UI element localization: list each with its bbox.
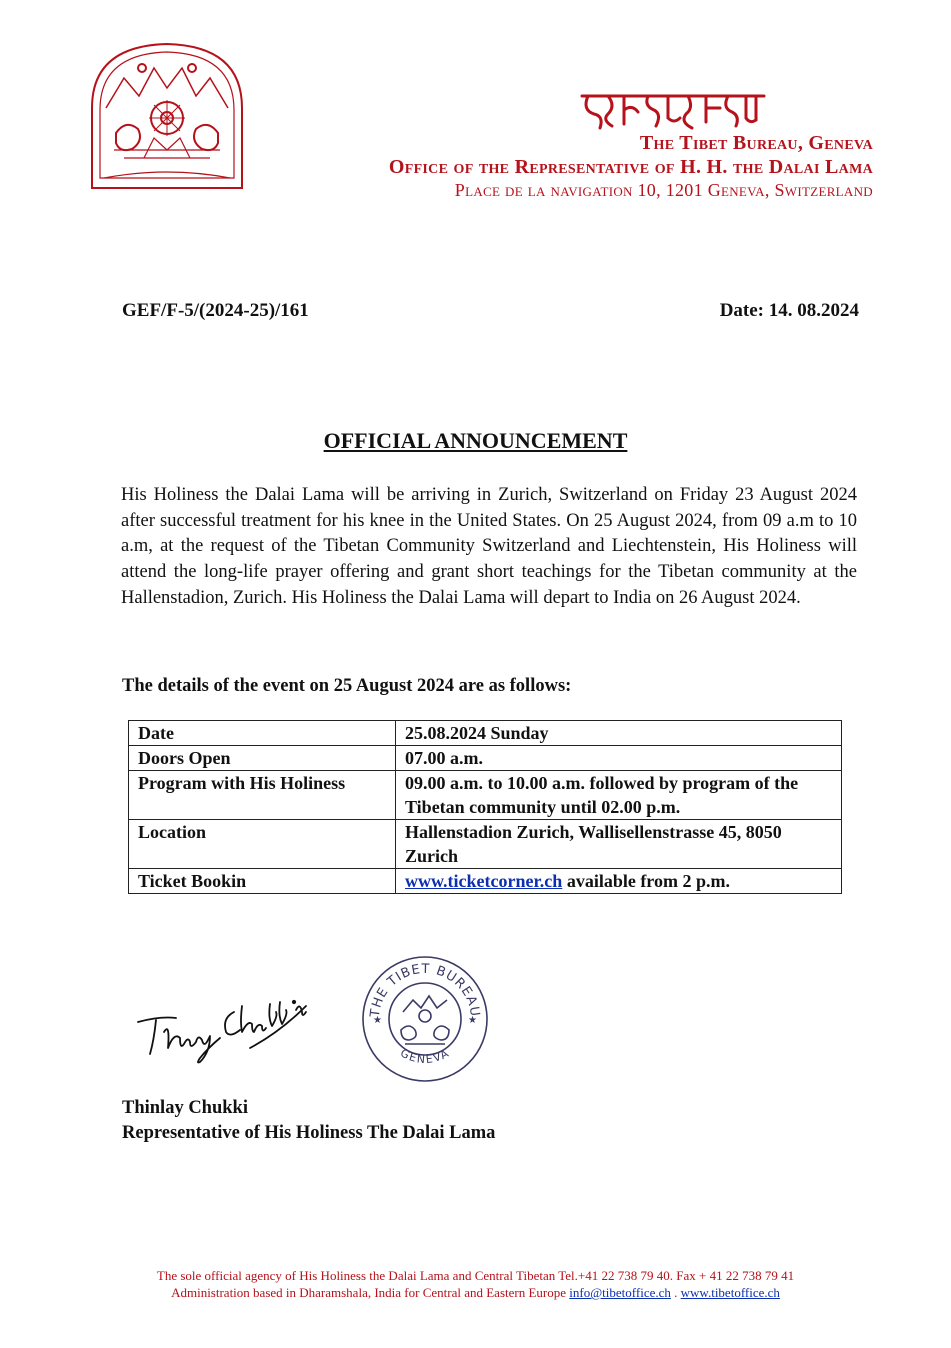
announcement-body: His Holiness the Dalai Lama will be arriving in Zurich, Switzerland on Friday 23 August 2024 after successful treatment for his knee in the United States. On 25 August 2024, from 09 a.m to 10 a.m, at the request of the Tibetan Community Switzerland and Liechtenstein, His Holiness will attend the long-life prayer offering and grant short teachings for the Tibetan community at the Hallenstadion, Zurich. His Holiness the Dalai Lama will depart to India on 26 August 2024. — [121, 485, 857, 608]
footer-email-link[interactable]: info@tibetoffice.ch — [569, 1285, 671, 1300]
seal-star-icon: ★ — [373, 1015, 382, 1026]
tibetan-emblem-logo — [84, 38, 250, 198]
row-value-doors-open: 07.00 a.m. — [396, 746, 842, 771]
table-row — [129, 820, 842, 869]
row-label-date: Date — [129, 721, 396, 746]
table-row — [129, 771, 842, 820]
footer-admin-text: Administration based in Dharamshala, India for Central and Eastern Europe — [171, 1285, 570, 1300]
ticket-availability: available from 2 p.m. — [562, 871, 730, 891]
row-label-doors-open: Doors Open — [129, 746, 396, 771]
tibetan-script-heading — [578, 88, 768, 136]
table-row — [129, 721, 842, 746]
row-value-location: Hallenstadion Zurich, Wallisellenstrasse 45, 8050 Zurich — [396, 820, 842, 869]
handwritten-signature — [130, 992, 330, 1064]
reference-number: GEF/F-5/(2024-25)/161 — [122, 300, 309, 321]
footer-separator: . — [670, 1285, 681, 1300]
letterhead-line-2: Office of the Representative of H. H. the Dalai Lama — [388, 156, 873, 178]
signatory-name: Thinlay Chukki — [122, 1098, 248, 1118]
row-value-date: 25.08.2024 Sunday — [396, 721, 842, 746]
letterhead-address: Place de la navigation 10, 1201 Geneva, Switzerland — [454, 180, 873, 200]
row-label-program: Program with His Holiness — [129, 771, 396, 820]
announcement-title: OFFICIAL ANNOUNCEMENT — [323, 428, 628, 453]
footer-line-2 — [0, 1285, 951, 1301]
table-row — [129, 746, 842, 771]
row-label-location: Location — [129, 820, 396, 869]
document-date: Date: 14. 08.2024 — [719, 300, 859, 321]
row-value-ticket — [396, 869, 842, 894]
letterhead-line-1: The Tibet Bureau, Geneva — [639, 132, 873, 154]
seal-top-text: THE TIBET BUREAU — [367, 961, 483, 1019]
signatory-title: Representative of His Holiness The Dalai Lama — [122, 1123, 496, 1143]
ticketcorner-link[interactable]: www.ticketcorner.ch — [405, 871, 563, 891]
event-details-table — [128, 720, 842, 894]
footer-line-1: The sole official agency of His Holiness the Dalai Lama and Central Tibetan Tel.+41 22 738 79 40. Fax + 41 22 738 79 41 — [156, 1268, 795, 1283]
row-label-ticket: Ticket Bookin — [129, 869, 396, 894]
table-row — [129, 869, 842, 894]
seal-bottom-text: GENEVA — [398, 1046, 452, 1067]
row-value-program: 09.00 a.m. to 10.00 a.m. followed by program of the Tibetan community until 02.00 p.m. — [396, 771, 842, 820]
details-intro: The details of the event on 25 August 2024 are as follows: — [122, 676, 572, 696]
footer-website-link[interactable]: www.tibetoffice.ch — [680, 1285, 780, 1300]
seal-star-icon: ★ — [468, 1015, 477, 1026]
tibet-bureau-seal-stamp — [355, 950, 495, 1088]
